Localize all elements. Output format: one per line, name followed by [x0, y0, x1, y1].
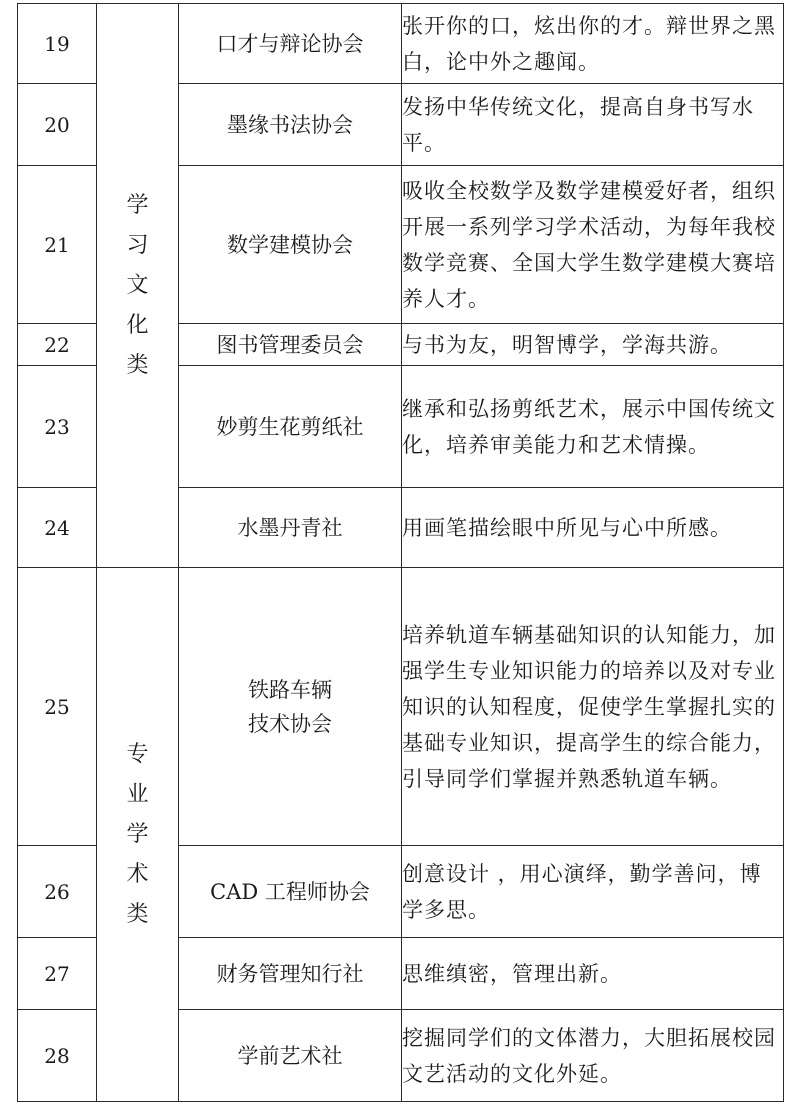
table-row: [18, 4, 784, 84]
club-description: 培养轨道车辆基础知识的认知能力，加强学生专业知识能力的培养以及对专业知识的认知程度，促使学生掌握扎实的基础专业知识，提高学生的综合能力，引导同学们掌握并熟悉轨道车辆。: [402, 568, 784, 846]
clubs-table: [17, 3, 784, 1102]
club-name: 铁路车辆 技术协会: [179, 568, 402, 846]
row-number: 28: [18, 1010, 97, 1102]
club-description: 挖掘同学们的文体潜力，大胆拓展校园文艺活动的文化外延。: [402, 1010, 784, 1102]
row-number: 19: [18, 4, 97, 84]
row-number: 27: [18, 938, 97, 1010]
row-number: 21: [18, 166, 97, 324]
club-name: 学前艺术社: [179, 1010, 402, 1102]
category-label: 学习文化类: [126, 192, 149, 378]
row-number: 25: [18, 568, 97, 846]
club-name: 妙剪生花剪纸社: [179, 366, 402, 488]
row-number: 23: [18, 366, 97, 488]
club-name: 数学建模协会: [179, 166, 402, 324]
club-description: 与书为友，明智博学，学海共游。: [402, 324, 784, 366]
category-cell: [97, 568, 179, 1102]
club-description: 吸收全校数学及数学建模爱好者，组织开展一系列学习学术活动，为每年我校数学竞赛、全国大学生数学建模大赛培养人才。: [402, 166, 784, 324]
row-number: 26: [18, 846, 97, 938]
table-row: [18, 568, 784, 846]
club-description: 继承和弘扬剪纸艺术，展示中国传统文化，培养审美能力和艺术情操。: [402, 366, 784, 488]
row-number: 24: [18, 488, 97, 568]
club-name: 水墨丹青社: [179, 488, 402, 568]
club-description: 张开你的口，炫出你的才。辩世界之黑白，论中外之趣闻。: [402, 4, 784, 84]
club-description: 思维缜密，管理出新。: [402, 938, 784, 1010]
club-name: CAD 工程师协会: [179, 846, 402, 938]
club-description: 发扬中华传统文化，提高自身书写水平。: [402, 84, 784, 166]
club-description: 用画笔描绘眼中所见与心中所感。: [402, 488, 784, 568]
club-name: 口才与辩论协会: [179, 4, 402, 84]
club-name: 图书管理委员会: [179, 324, 402, 366]
club-name: 财务管理知行社: [179, 938, 402, 1010]
club-name: 墨缘书法协会: [179, 84, 402, 166]
category-cell: [97, 4, 179, 568]
row-number: 22: [18, 324, 97, 366]
category-label: 专业学术类: [126, 741, 149, 927]
row-number: 20: [18, 84, 97, 166]
club-description: 创意设计 ，用心演绎，勤学善问，博学多思。: [402, 846, 784, 938]
